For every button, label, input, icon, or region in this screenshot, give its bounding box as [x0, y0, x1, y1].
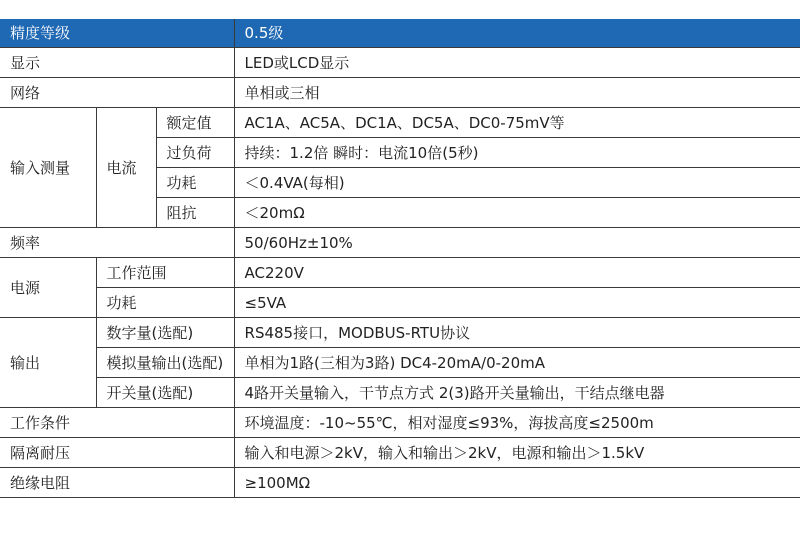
table-row [0, 408, 800, 438]
rated-label: 额定值 [156, 108, 234, 138]
output-label: 输出 [0, 318, 96, 408]
power-label: 功耗 [156, 168, 234, 198]
range-value: AC220V [234, 258, 800, 288]
insulation-value: ≥100MΩ [234, 468, 800, 498]
table-row [0, 348, 800, 378]
conditions-value: 环境温度：-10~55℃，相对湿度≤93%，海拔高度≤2500m [234, 408, 800, 438]
spec-table [0, 19, 800, 498]
frequency-value: 50/60Hz±10% [234, 228, 800, 258]
table-row [0, 288, 800, 318]
power-supply-label: 电源 [0, 258, 96, 318]
analog-label: 模拟量输出(选配) [96, 348, 234, 378]
isolation-label: 隔离耐压 [0, 438, 234, 468]
header-value: 0.5级 [234, 19, 800, 48]
display-label: 显示 [0, 48, 234, 78]
current-label: 电流 [96, 108, 156, 228]
impedance-label: 阻抗 [156, 198, 234, 228]
header-row [0, 19, 800, 48]
table-row [0, 438, 800, 468]
rated-value: AC1A、AC5A、DC1A、DC5A、DC0-75mV等 [234, 108, 800, 138]
analog-value: 单相为1路(三相为3路) DC4-20mA/0-20mA [234, 348, 800, 378]
insulation-label: 绝缘电阻 [0, 468, 234, 498]
input-label: 输入测量 [0, 108, 96, 228]
display-value: LED或LCD显示 [234, 48, 800, 78]
switch-value: 4路开关量输入，干节点方式 2(3)路开关量输出，干结点继电器 [234, 378, 800, 408]
frequency-label: 频率 [0, 228, 234, 258]
overload-value: 持续：1.2倍 瞬时：电流10倍(5秒) [234, 138, 800, 168]
table-row [0, 378, 800, 408]
network-value: 单相或三相 [234, 78, 800, 108]
table-row [0, 48, 800, 78]
network-label: 网络 [0, 78, 234, 108]
table-row [0, 468, 800, 498]
table-row [0, 258, 800, 288]
power-value: ＜0.4VA(每相) [234, 168, 800, 198]
switch-label: 开关量(选配) [96, 378, 234, 408]
header-label: 精度等级 [0, 19, 234, 48]
digital-value: RS485接口，MODBUS-RTU协议 [234, 318, 800, 348]
table-row [0, 318, 800, 348]
overload-label: 过负荷 [156, 138, 234, 168]
conditions-label: 工作条件 [0, 408, 234, 438]
consumption-value: ≤5VA [234, 288, 800, 318]
table-row [0, 108, 800, 138]
isolation-value: 输入和电源＞2kV，输入和输出＞2kV，电源和输出＞1.5kV [234, 438, 800, 468]
digital-label: 数字量(选配) [96, 318, 234, 348]
consumption-label: 功耗 [96, 288, 234, 318]
table-row [0, 78, 800, 108]
impedance-value: ＜20mΩ [234, 198, 800, 228]
table-row [0, 228, 800, 258]
range-label: 工作范围 [96, 258, 234, 288]
